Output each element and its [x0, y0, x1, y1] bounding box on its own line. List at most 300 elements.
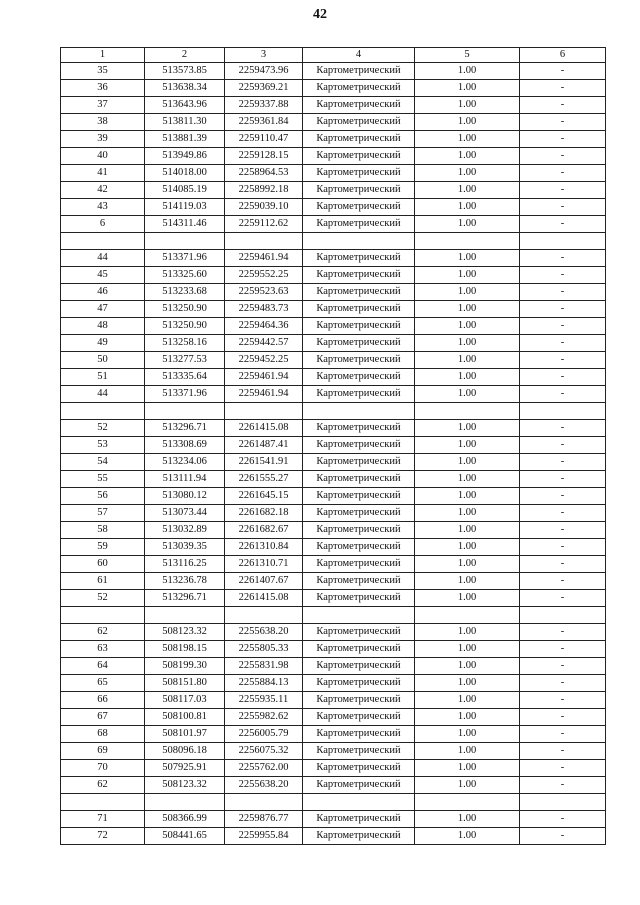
table-row — [61, 352, 606, 369]
table-cell — [61, 233, 145, 250]
table-cell: 1.00 — [415, 505, 520, 522]
table-cell: 1.00 — [415, 624, 520, 641]
table-cell: 513116.25 — [145, 556, 225, 573]
table-cell — [415, 233, 520, 250]
table-cell: 1.00 — [415, 760, 520, 777]
table-cell: 1.00 — [415, 131, 520, 148]
table-cell: 43 — [61, 199, 145, 216]
table-row — [61, 743, 606, 760]
table-cell: 513296.71 — [145, 590, 225, 607]
table-cell: 508366.99 — [145, 811, 225, 828]
table-cell: 2255982.62 — [225, 709, 303, 726]
column-header: 5 — [415, 48, 520, 63]
table-cell: 61 — [61, 573, 145, 590]
table-row — [61, 233, 606, 250]
table-cell: 65 — [61, 675, 145, 692]
table-cell: - — [520, 114, 606, 131]
table-cell: - — [520, 335, 606, 352]
table-cell: 2261645.15 — [225, 488, 303, 505]
table-cell: 62 — [61, 777, 145, 794]
table-cell: 46 — [61, 284, 145, 301]
table-cell: 508101.97 — [145, 726, 225, 743]
table-cell: - — [520, 488, 606, 505]
table-row — [61, 590, 606, 607]
table-cell: 508123.32 — [145, 777, 225, 794]
table-cell: 2259128.15 — [225, 148, 303, 165]
table-cell: Картометрический — [303, 777, 415, 794]
table-cell: - — [520, 641, 606, 658]
table-cell: 1.00 — [415, 522, 520, 539]
table-cell: Картометрический — [303, 199, 415, 216]
table-cell: 507925.91 — [145, 760, 225, 777]
table-cell: 2261310.71 — [225, 556, 303, 573]
table-cell: 2259552.25 — [225, 267, 303, 284]
table-cell: Картометрический — [303, 811, 415, 828]
table-cell: Картометрический — [303, 624, 415, 641]
table-cell: Картометрический — [303, 709, 415, 726]
table-cell: 1.00 — [415, 80, 520, 97]
table-cell: 513250.90 — [145, 318, 225, 335]
table-cell: 513073.44 — [145, 505, 225, 522]
table-row — [61, 539, 606, 556]
table-cell: 514119.03 — [145, 199, 225, 216]
table-row — [61, 284, 606, 301]
table-cell: 508441.65 — [145, 828, 225, 845]
table-cell: Картометрический — [303, 301, 415, 318]
table-cell: Картометрический — [303, 556, 415, 573]
table-cell: - — [520, 420, 606, 437]
table-row — [61, 386, 606, 403]
table-cell: 36 — [61, 80, 145, 97]
table-cell: 1.00 — [415, 267, 520, 284]
table-cell: 513811.30 — [145, 114, 225, 131]
table-cell: 70 — [61, 760, 145, 777]
table-cell: Картометрический — [303, 573, 415, 590]
table-cell — [61, 794, 145, 811]
table-cell: Картометрический — [303, 471, 415, 488]
table-cell: 2259112.62 — [225, 216, 303, 233]
table-cell: 1.00 — [415, 165, 520, 182]
table-cell: 2258964.53 — [225, 165, 303, 182]
table-cell: Картометрический — [303, 267, 415, 284]
table-cell: Картометрический — [303, 675, 415, 692]
table-cell — [520, 403, 606, 420]
table-cell: - — [520, 165, 606, 182]
table-cell: 514018.00 — [145, 165, 225, 182]
table-cell: 513949.86 — [145, 148, 225, 165]
table-cell: 2261415.08 — [225, 420, 303, 437]
coordinates-table — [60, 47, 606, 845]
table-cell: Картометрический — [303, 828, 415, 845]
table-cell: 56 — [61, 488, 145, 505]
table-cell: 2261555.27 — [225, 471, 303, 488]
table-cell — [225, 403, 303, 420]
table-row — [61, 573, 606, 590]
table-cell: 45 — [61, 267, 145, 284]
table-cell: 1.00 — [415, 182, 520, 199]
table-row — [61, 131, 606, 148]
table-cell: 2259461.94 — [225, 386, 303, 403]
table-cell: Картометрический — [303, 522, 415, 539]
table-cell: - — [520, 97, 606, 114]
table-cell: Картометрический — [303, 131, 415, 148]
table-cell: Картометрический — [303, 743, 415, 760]
table-cell: 1.00 — [415, 590, 520, 607]
table-cell: 2259876.77 — [225, 811, 303, 828]
table-cell: 2259452.25 — [225, 352, 303, 369]
table-row — [61, 301, 606, 318]
table-row — [61, 692, 606, 709]
table-cell: 513308.69 — [145, 437, 225, 454]
table-cell: - — [520, 658, 606, 675]
table-cell: 2259523.63 — [225, 284, 303, 301]
table-cell: 44 — [61, 250, 145, 267]
table-cell: - — [520, 454, 606, 471]
table-row — [61, 811, 606, 828]
table-row — [61, 63, 606, 80]
table-cell: - — [520, 284, 606, 301]
table-cell: 58 — [61, 522, 145, 539]
table-cell: - — [520, 352, 606, 369]
table-cell: 35 — [61, 63, 145, 80]
table-cell: 2261682.18 — [225, 505, 303, 522]
table-cell: 1.00 — [415, 199, 520, 216]
table-cell: - — [520, 811, 606, 828]
table-cell: 2256075.32 — [225, 743, 303, 760]
table-cell: Картометрический — [303, 760, 415, 777]
table-row — [61, 624, 606, 641]
table-cell: 513080.12 — [145, 488, 225, 505]
table-cell: Картометрический — [303, 641, 415, 658]
table-cell: 2259464.36 — [225, 318, 303, 335]
table-cell: 52 — [61, 420, 145, 437]
table-cell: 1.00 — [415, 471, 520, 488]
table-cell: - — [520, 182, 606, 199]
table-cell: 1.00 — [415, 301, 520, 318]
table-cell: - — [520, 216, 606, 233]
table-cell: 513643.96 — [145, 97, 225, 114]
table-cell — [520, 794, 606, 811]
table-cell: 49 — [61, 335, 145, 352]
table-cell — [520, 233, 606, 250]
table-row — [61, 318, 606, 335]
table-cell: Картометрический — [303, 692, 415, 709]
table-cell: Картометрический — [303, 437, 415, 454]
table-cell: - — [520, 777, 606, 794]
table-cell — [303, 403, 415, 420]
table-cell: - — [520, 590, 606, 607]
table-cell: 2259039.10 — [225, 199, 303, 216]
table-cell: - — [520, 675, 606, 692]
table-row — [61, 216, 606, 233]
table-cell: 508199.30 — [145, 658, 225, 675]
table-cell: 513325.60 — [145, 267, 225, 284]
table-cell: Картометрический — [303, 97, 415, 114]
table-cell: 508117.03 — [145, 692, 225, 709]
table-cell: Картометрический — [303, 454, 415, 471]
table-cell: - — [520, 709, 606, 726]
table-row — [61, 760, 606, 777]
table-cell: 2259337.88 — [225, 97, 303, 114]
table-cell: 513296.71 — [145, 420, 225, 437]
table-cell: 40 — [61, 148, 145, 165]
table-row — [61, 335, 606, 352]
column-header: 2 — [145, 48, 225, 63]
table-cell: 1.00 — [415, 97, 520, 114]
table-row — [61, 505, 606, 522]
table-cell — [415, 607, 520, 624]
table-cell: 2261310.84 — [225, 539, 303, 556]
table-cell: 42 — [61, 182, 145, 199]
table-cell: 39 — [61, 131, 145, 148]
table-cell — [61, 403, 145, 420]
table-cell: 513032.89 — [145, 522, 225, 539]
table-cell — [145, 607, 225, 624]
table-cell: 1.00 — [415, 437, 520, 454]
table-cell: 71 — [61, 811, 145, 828]
table-row — [61, 199, 606, 216]
table-cell: 1.00 — [415, 335, 520, 352]
table-cell: 2259461.94 — [225, 369, 303, 386]
table-row — [61, 709, 606, 726]
table-cell: 2255638.20 — [225, 624, 303, 641]
table-cell: 2259955.84 — [225, 828, 303, 845]
table-cell: Картометрический — [303, 420, 415, 437]
table-cell: 44 — [61, 386, 145, 403]
table-cell: 68 — [61, 726, 145, 743]
table-cell: 55 — [61, 471, 145, 488]
table-cell: 2255831.98 — [225, 658, 303, 675]
table-cell: - — [520, 539, 606, 556]
table-cell: 2258992.18 — [225, 182, 303, 199]
table-header-row — [61, 48, 606, 63]
table-row — [61, 556, 606, 573]
table-row — [61, 114, 606, 131]
table-row — [61, 454, 606, 471]
table-cell — [415, 794, 520, 811]
table-cell: 1.00 — [415, 675, 520, 692]
table-cell — [303, 794, 415, 811]
table-row — [61, 165, 606, 182]
table-row — [61, 607, 606, 624]
table-cell: 66 — [61, 692, 145, 709]
table-cell: 513371.96 — [145, 386, 225, 403]
table-cell — [145, 233, 225, 250]
table-cell: 69 — [61, 743, 145, 760]
table-cell: 513335.64 — [145, 369, 225, 386]
table-cell: Картометрический — [303, 148, 415, 165]
table-row — [61, 488, 606, 505]
table-cell: Картометрический — [303, 114, 415, 131]
table-cell — [61, 607, 145, 624]
table-cell: 513039.35 — [145, 539, 225, 556]
table-cell: 1.00 — [415, 352, 520, 369]
table-row — [61, 726, 606, 743]
table-cell: 2259369.21 — [225, 80, 303, 97]
table-cell: 1.00 — [415, 488, 520, 505]
table-cell — [520, 607, 606, 624]
table-cell: 2261487.41 — [225, 437, 303, 454]
table-cell: - — [520, 386, 606, 403]
table-cell: 2255762.00 — [225, 760, 303, 777]
table-cell: Картометрический — [303, 352, 415, 369]
table-cell: - — [520, 760, 606, 777]
table-row — [61, 658, 606, 675]
table-cell: 63 — [61, 641, 145, 658]
table-cell: 513881.39 — [145, 131, 225, 148]
column-header: 6 — [520, 48, 606, 63]
table-cell: 2259361.84 — [225, 114, 303, 131]
table-row — [61, 777, 606, 794]
table-row — [61, 675, 606, 692]
table-cell: Картометрический — [303, 63, 415, 80]
table-cell: - — [520, 828, 606, 845]
table-cell: - — [520, 80, 606, 97]
table-cell: - — [520, 573, 606, 590]
table-row — [61, 267, 606, 284]
table-cell: 1.00 — [415, 114, 520, 131]
table-cell: - — [520, 318, 606, 335]
page-number: 42 — [313, 7, 327, 22]
table-cell: 72 — [61, 828, 145, 845]
table-cell: - — [520, 369, 606, 386]
table-cell — [145, 794, 225, 811]
table-cell: 514311.46 — [145, 216, 225, 233]
table-cell: 53 — [61, 437, 145, 454]
table-cell: 59 — [61, 539, 145, 556]
table-cell — [225, 233, 303, 250]
table-cell: 513277.53 — [145, 352, 225, 369]
table-cell: Картометрический — [303, 726, 415, 743]
table-cell: 1.00 — [415, 811, 520, 828]
table-cell: Картометрический — [303, 318, 415, 335]
table-cell: Картометрический — [303, 165, 415, 182]
table-cell: - — [520, 556, 606, 573]
table-cell: 1.00 — [415, 318, 520, 335]
table-cell: 1.00 — [415, 369, 520, 386]
table-cell: Картометрический — [303, 590, 415, 607]
table-cell: 1.00 — [415, 641, 520, 658]
table-cell: 513250.90 — [145, 301, 225, 318]
table-cell: 1.00 — [415, 539, 520, 556]
table-cell: 513638.34 — [145, 80, 225, 97]
table-cell: 508198.15 — [145, 641, 225, 658]
table-cell: 1.00 — [415, 658, 520, 675]
table-row — [61, 641, 606, 658]
table-cell: 64 — [61, 658, 145, 675]
table-row — [61, 80, 606, 97]
table-row — [61, 522, 606, 539]
table-cell: 1.00 — [415, 726, 520, 743]
table-cell: 1.00 — [415, 250, 520, 267]
table-cell: 513371.96 — [145, 250, 225, 267]
table-cell: 6 — [61, 216, 145, 233]
table-row — [61, 182, 606, 199]
table-cell: 513233.68 — [145, 284, 225, 301]
table-cell: 47 — [61, 301, 145, 318]
table-cell: 54 — [61, 454, 145, 471]
table-row — [61, 369, 606, 386]
table-cell: - — [520, 692, 606, 709]
table-cell — [225, 607, 303, 624]
table-cell: 513234.06 — [145, 454, 225, 471]
table-cell: - — [520, 505, 606, 522]
table-cell: 1.00 — [415, 828, 520, 845]
table-cell: Картометрический — [303, 488, 415, 505]
table-cell: 1.00 — [415, 743, 520, 760]
table-row — [61, 403, 606, 420]
table-cell: Картометрический — [303, 250, 415, 267]
table-cell: Картометрический — [303, 386, 415, 403]
table-cell: 1.00 — [415, 454, 520, 471]
table-cell: 1.00 — [415, 709, 520, 726]
table-cell: 62 — [61, 624, 145, 641]
table-cell: 508151.80 — [145, 675, 225, 692]
table-cell — [225, 794, 303, 811]
table-cell: 2259442.57 — [225, 335, 303, 352]
table-cell: 508123.32 — [145, 624, 225, 641]
table-row — [61, 471, 606, 488]
table-cell: 51 — [61, 369, 145, 386]
table-cell: - — [520, 437, 606, 454]
table-cell: 2255935.11 — [225, 692, 303, 709]
table-cell: Картометрический — [303, 369, 415, 386]
table-cell — [303, 607, 415, 624]
table-cell: 2259461.94 — [225, 250, 303, 267]
table-cell: 50 — [61, 352, 145, 369]
table-cell: 1.00 — [415, 777, 520, 794]
table-cell: 1.00 — [415, 420, 520, 437]
table-cell: 513573.85 — [145, 63, 225, 80]
table-cell: 2255805.33 — [225, 641, 303, 658]
table-cell: Картометрический — [303, 80, 415, 97]
table-cell: Картометрический — [303, 505, 415, 522]
table-cell: 2259110.47 — [225, 131, 303, 148]
table-cell: 1.00 — [415, 692, 520, 709]
table-cell: 513258.16 — [145, 335, 225, 352]
table-cell — [145, 403, 225, 420]
table-cell: 1.00 — [415, 216, 520, 233]
table-cell — [303, 233, 415, 250]
table-cell: 2256005.79 — [225, 726, 303, 743]
table-cell: 37 — [61, 97, 145, 114]
table-cell: 1.00 — [415, 556, 520, 573]
table-cell — [415, 403, 520, 420]
table-cell: 2261541.91 — [225, 454, 303, 471]
column-header: 1 — [61, 48, 145, 63]
table-row — [61, 420, 606, 437]
table-cell: 38 — [61, 114, 145, 131]
table-cell: - — [520, 743, 606, 760]
table-cell: 41 — [61, 165, 145, 182]
table-cell: 1.00 — [415, 63, 520, 80]
table-cell: 2259473.96 — [225, 63, 303, 80]
table-row — [61, 437, 606, 454]
table-cell: - — [520, 522, 606, 539]
table-cell: 508096.18 — [145, 743, 225, 760]
table-cell: Картометрический — [303, 335, 415, 352]
table-row — [61, 97, 606, 114]
table-cell: - — [520, 63, 606, 80]
table-row — [61, 148, 606, 165]
table-cell: 2261415.08 — [225, 590, 303, 607]
table-cell: - — [520, 131, 606, 148]
table-cell: - — [520, 471, 606, 488]
table-cell: 513111.94 — [145, 471, 225, 488]
table-row — [61, 794, 606, 811]
table-cell: 508100.81 — [145, 709, 225, 726]
table-cell: 1.00 — [415, 284, 520, 301]
